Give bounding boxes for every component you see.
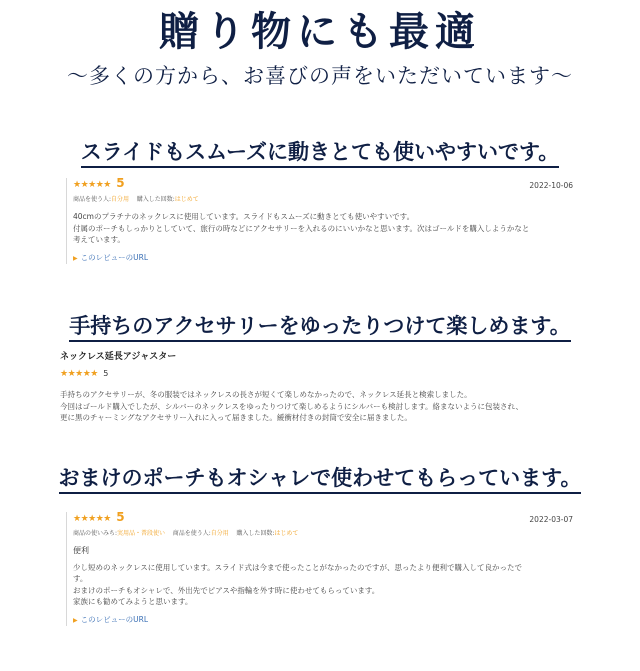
- review-card-1: [66, 178, 573, 264]
- review-meta: 商品の使いみち:実用品・普段使い 商品を使う人:自分用 購入した回数:はじめて: [73, 529, 299, 537]
- rating-score: 5: [103, 368, 109, 378]
- rating-score: 5: [116, 176, 125, 190]
- review-url-link[interactable]: ▶ このレビューのURL: [73, 252, 149, 262]
- review-title: ネックレス延長アジャスター: [60, 352, 177, 362]
- page-title: 贈り物にも最適: [159, 8, 481, 55]
- rating-score: 5: [116, 510, 125, 524]
- review-body: 手持ちのアクセサリーが、冬の服装ではネックレスの長さが短くて楽しめなかったので、ネックレス延長と検索しました。 今回はゴールド購入でしたが、シルバーのネックレスをゆったりつけて楽しめるようにシルバーも検討します。絡まないように包装され、 更に黒のチャーミングなアクセサリー入れに入って届きました。緩衝材付きの封筒で安全に届きました。: [60, 390, 523, 422]
- review-body: 少し短めのネックレスに使用しています。スライド式は今まで使ったことがなかったのですが、思ったより便利で購入して良かったで す。 おまけのポーチもオシャレで、外出先でピアスや指輪を外す時に使わせてもらっています。 家族にも勧めてみようと思います。: [73, 562, 522, 606]
- triangle-right-icon: ▶: [73, 616, 78, 624]
- section-heading-3: おまけのポーチもオシャレで使わせてもらっています。: [0, 464, 640, 492]
- page-subtitle: 〜多くの方から、お喜びの声をいただいています〜: [67, 64, 573, 88]
- review-card-3: [66, 512, 573, 626]
- review-card-2: [60, 352, 580, 424]
- star-rating: ★★★★★: [73, 180, 111, 190]
- section-heading-2: 手持ちのアクセサリーをゆったりつけて楽しめます。: [0, 312, 640, 340]
- review-url-link[interactable]: ▶ このレビューのURL: [73, 614, 149, 624]
- star-rating: ★★★★★: [60, 368, 98, 379]
- review-title: 便利: [73, 546, 89, 555]
- review-meta: 商品を使う人:自分用 購入した回数:はじめて: [73, 195, 199, 203]
- section-heading-1: スライドもスムーズに動きとても使いやすいです。: [0, 138, 640, 166]
- star-rating: ★★★★★: [73, 514, 111, 524]
- review-date: 2022-03-07: [529, 515, 573, 524]
- triangle-right-icon: ▶: [73, 254, 78, 262]
- review-date: 2022-10-06: [529, 181, 573, 190]
- review-body: 40cmのプラチナのネックレスに使用しています。スライドもスムーズに動きとても使いやすいです。 付属のポーチもしっかりとしていて、旅行の時などにアクセサリーを入れるのにいいかなと思います。次はゴールドを購入しようかなと 考えています。: [73, 212, 530, 244]
